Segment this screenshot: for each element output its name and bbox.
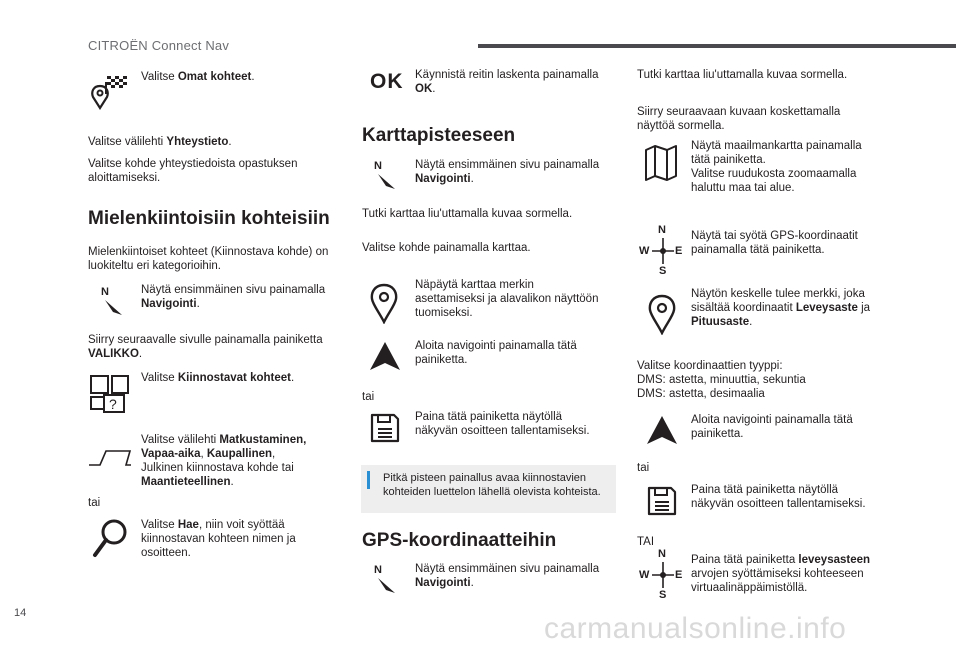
poi-categories-icon (88, 373, 132, 413)
col2-tai: tai (362, 391, 375, 403)
col1-p4: Mielenkiintoiset kohteet (Kiinnostava kohde) on luokiteltu eri kategorioihin. (88, 246, 329, 272)
col3-p8: Paina tätä painiketta näytöllä näkyvän osoitteen tallentamiseksi. (691, 484, 866, 510)
start-navigation-arrow-icon (645, 414, 679, 446)
compass-cross-icon (652, 238, 674, 264)
navigation-north-icon (100, 284, 126, 316)
svg-text:N: N (374, 160, 382, 172)
compass-w-label: W (639, 569, 650, 581)
col3-tai: tai (637, 462, 650, 474)
gps-compass-icon (638, 548, 688, 604)
page-number: 14 (14, 607, 27, 619)
col3-p9: Paina tätä painiketta leveysasteen arvojen syöttämiseksi kohteeseen virtuaalinäppäimistöllä. (691, 554, 871, 594)
col3-p2: Siirry seuraavaan kuvaan koskettamalla näyttöä sormella. (637, 106, 841, 132)
save-floppy-icon (369, 412, 401, 444)
navigation-north-icon (373, 158, 399, 190)
col2-p2: Näytä ensimmäinen sivu painamalla Navigointi. (415, 159, 600, 185)
save-floppy-icon (646, 485, 678, 517)
col2-p3: Tutki karttaa liu'uttamalla kuvaa sormella. (362, 208, 573, 220)
col1-p9: Valitse Hae, niin voit syöttää kiinnostavan kohteen nimen ja osoitteen. (141, 519, 296, 559)
search-magnifier-icon (92, 518, 128, 558)
compass-n-label: N (658, 224, 666, 236)
svg-text:N: N (374, 564, 382, 576)
svg-text:N: N (101, 286, 109, 298)
compass-n-label: N (658, 548, 666, 560)
col2-p5: Näpäytä karttaa merkin asettamiseksi ja alavalikon näyttöön tuomiseksi. (415, 279, 599, 319)
col3-p6: Valitse koordinaattien tyyppi: DMS: astetta, minuuttia, sekuntia DMS: astetta, desimaalia (637, 360, 806, 400)
heading-gps: GPS-koordinaatteihin (362, 530, 557, 551)
gps-compass-icon (638, 224, 688, 280)
map-pin-icon (646, 293, 678, 335)
compass-e-label: E (675, 569, 683, 581)
header-bar (478, 44, 956, 48)
col2-p6: Aloita navigointi painamalla tätä painiketta. (415, 340, 577, 366)
compass-s-label: S (659, 589, 667, 601)
world-map-icon (643, 142, 679, 182)
favorites-flag-icon (88, 74, 130, 110)
compass-w-label: W (639, 245, 650, 257)
info-text: Pitkä pisteen painallus avaa kiinnostavien kohteiden luettelon lähellä olevista kohteista. (383, 472, 601, 498)
compass-e-label: E (675, 245, 683, 257)
start-navigation-arrow-icon (368, 340, 402, 372)
col1-p2: Valitse välilehti Yhteystieto. (88, 136, 232, 148)
navigation-north-icon (373, 562, 399, 594)
col1-tai: tai (88, 497, 101, 509)
col3-p1: Tutki karttaa liu'uttamalla kuvaa sormella. (637, 69, 848, 81)
col3-p7: Aloita navigointi painamalla tätä painiketta. (691, 414, 853, 440)
col2-p1: Käynnistä reitin laskenta painamalla OK. (415, 69, 599, 95)
tab-bar-icon (88, 448, 132, 468)
col1-p8: Valitse välilehti Matkustaminen, Vapaa-aika, Kaupallinen, Julkinen kiinnostava kohde tai Maantieteellinen. (141, 434, 307, 488)
col2-p7: Paina tätä painiketta näytöllä näkyvän osoitteen tallentamiseksi. (415, 411, 590, 437)
col3-p3: Näytä maailmankartta painamalla tätä painiketta. Valitse ruudukosta zoomaamalla haluttu maa tai alue. (691, 140, 862, 194)
col3-p5: Näytön keskelle tulee merkki, joka sisältää koordinaatit Leveysaste ja Pituusaste. (691, 288, 871, 328)
col1-p3: Valitse kohde yhteystiedoista opastuksen aloittamiseksi. (88, 158, 298, 184)
col1-p7: Valitse Kiinnostavat kohteet. (141, 372, 295, 384)
heading-poi: Mielenkiintoisiin kohteisiin (88, 208, 330, 229)
col3-tai2: TAI (637, 536, 655, 548)
col3-p4: Näytä tai syötä GPS-koordinaatit painamalla tätä painiketta. (691, 230, 858, 256)
watermark: carmanualsonline.info (544, 612, 847, 645)
header-title: CITROËN Connect Nav (88, 38, 230, 53)
compass-s-label: S (659, 265, 667, 277)
col2-p4: Valitse kohde painamalla karttaa. (362, 242, 531, 254)
col2-p8: Näytä ensimmäinen sivu painamalla Navigointi. (415, 563, 600, 589)
svg-text:?: ? (109, 396, 117, 412)
ok-button-icon: OK (370, 70, 404, 93)
col1-p6: Siirry seuraavalle sivulle painamalla painiketta VALIKKO. (88, 334, 323, 360)
info-note (361, 465, 616, 513)
col1-p1: Valitse Omat kohteet. (141, 71, 255, 83)
heading-map-point: Karttapisteeseen (362, 125, 516, 146)
compass-cross-icon (652, 562, 674, 588)
col1-p5: Näytä ensimmäinen sivu painamalla Navigointi. (141, 284, 326, 310)
info-marker (367, 471, 370, 489)
map-pin-icon (368, 282, 400, 324)
